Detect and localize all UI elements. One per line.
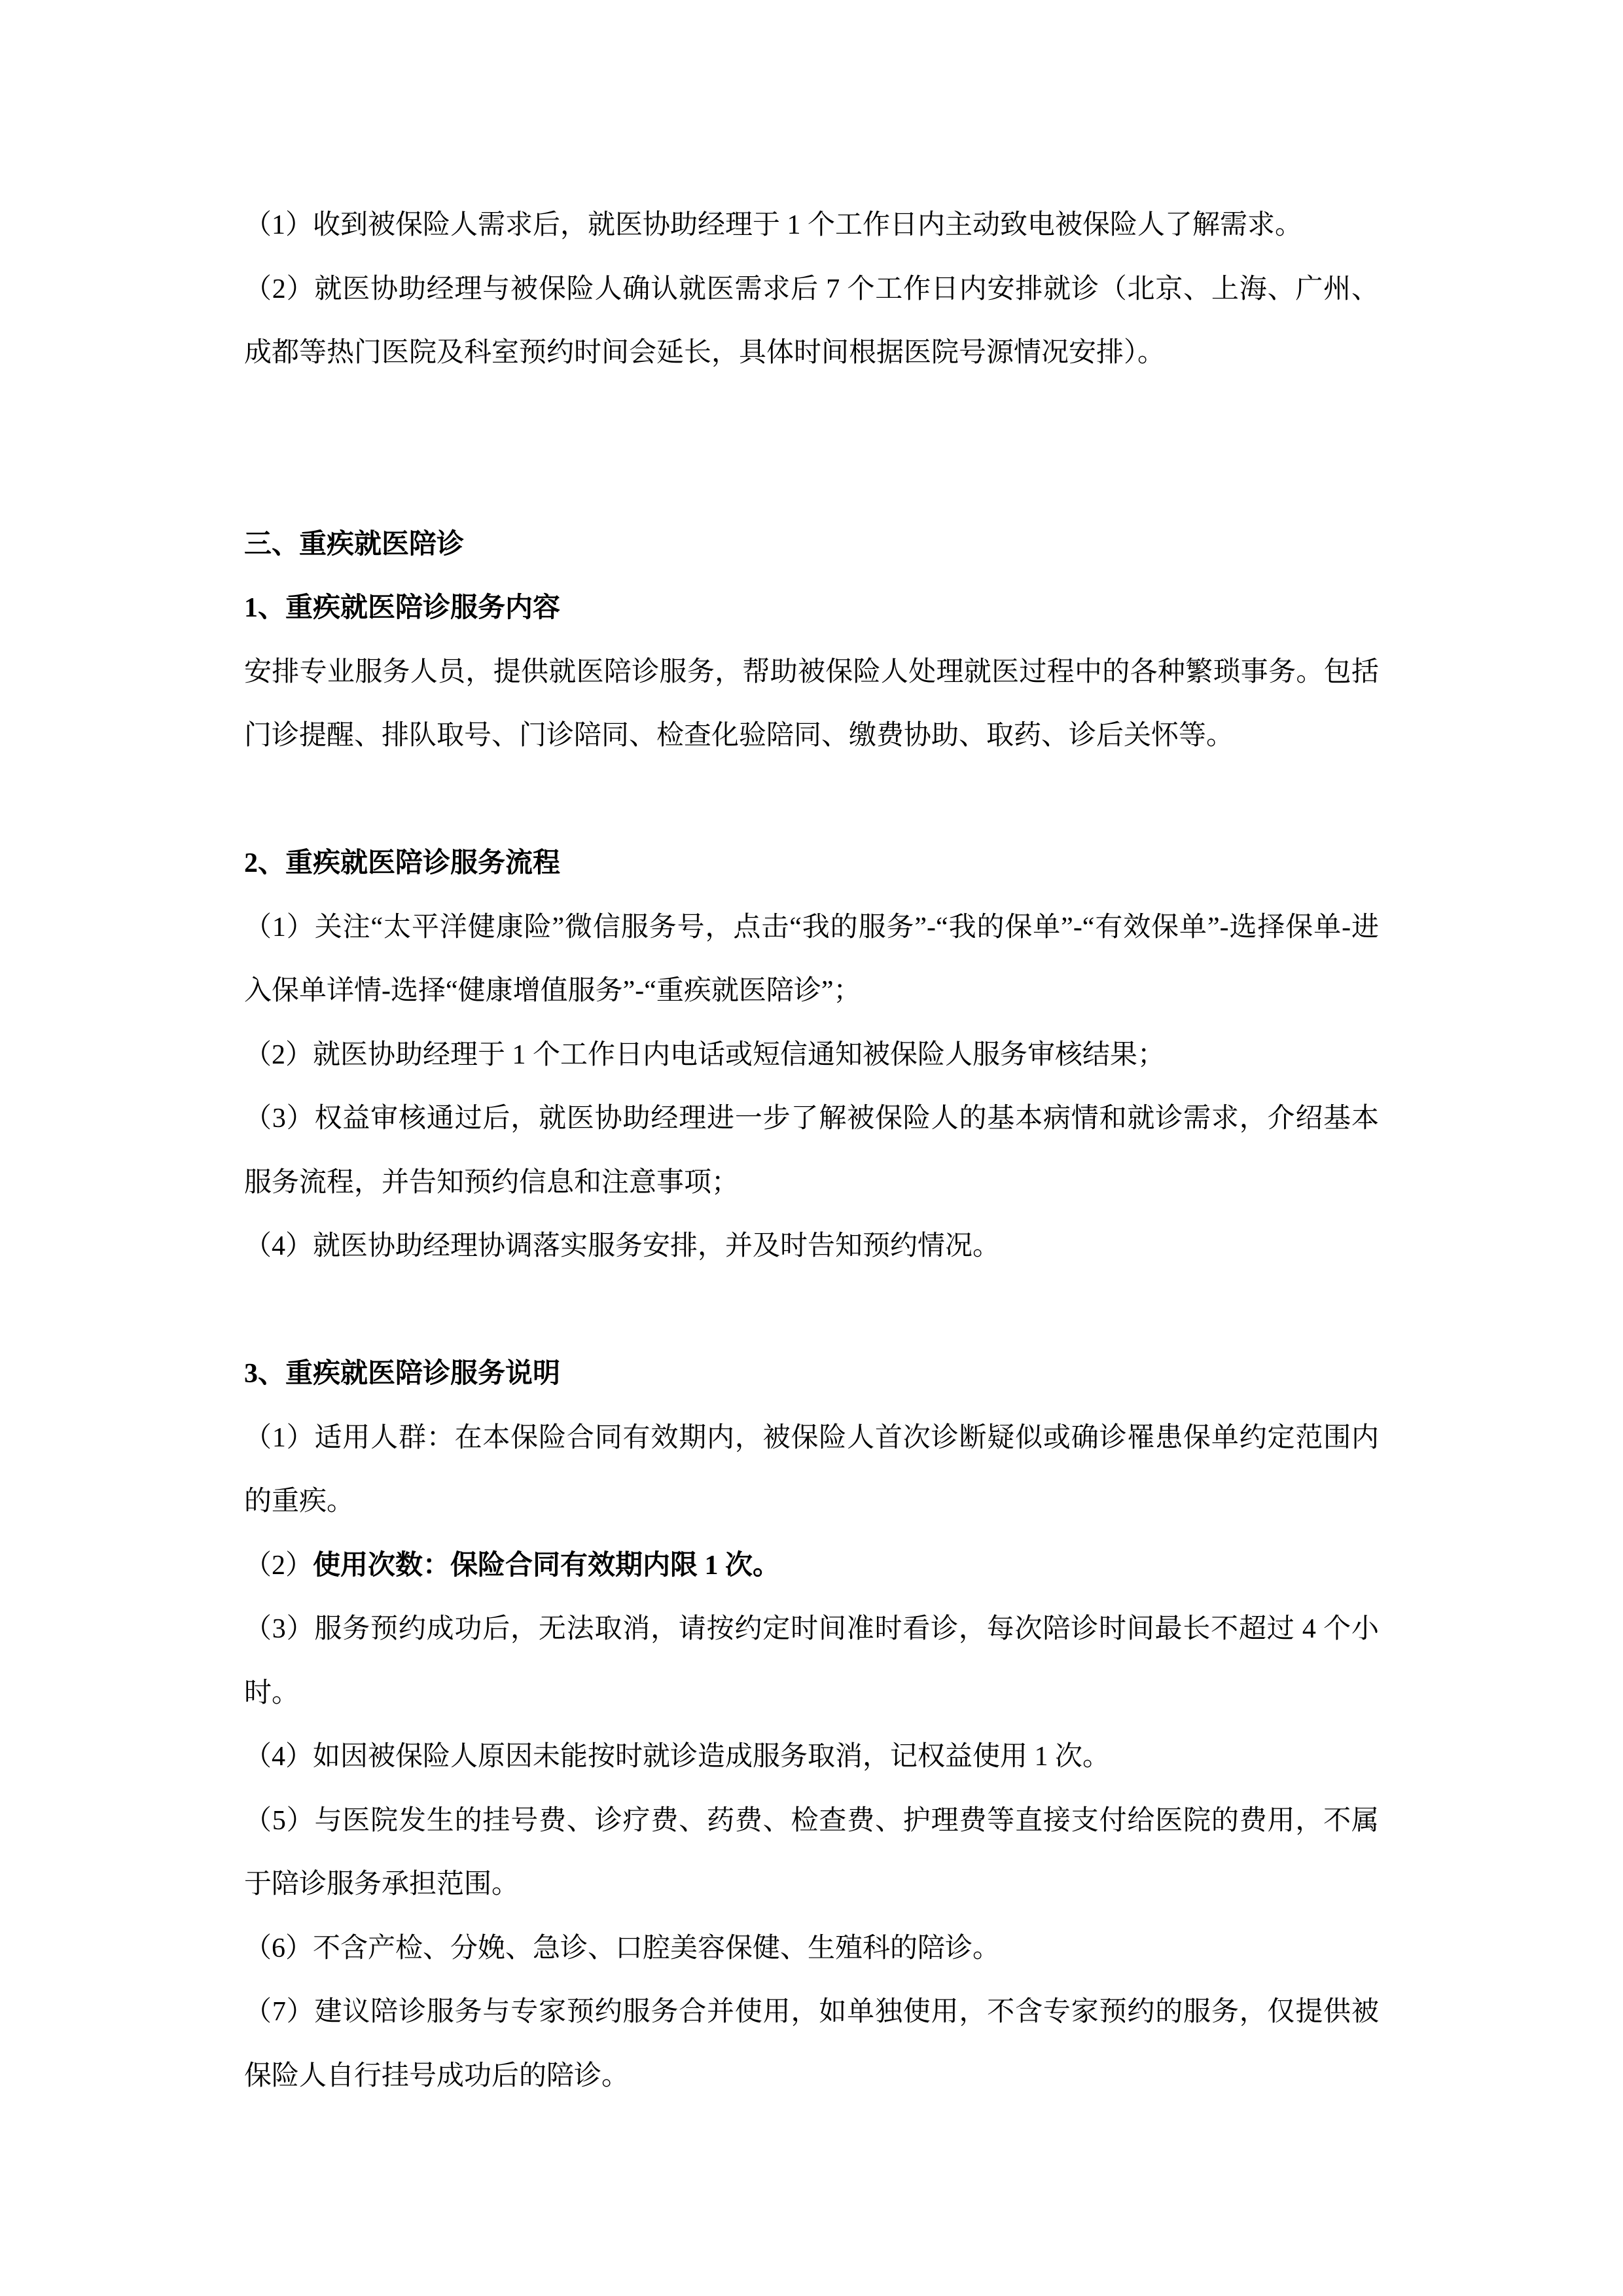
- service-note-6: （6）不含产检、分娩、急诊、口腔美容保健、生殖科的陪诊。: [244, 1933, 1001, 1964]
- service-flow-step-3: （3）权益审核通过后，就医协助经理进一步了解被保险人的基本病情和就诊需求，介绍基本服务流程，并告知预约信息和注意事项；: [244, 1103, 1379, 1198]
- subsection-2-title: 2、重疾就医陪诊服务流程: [244, 848, 561, 878]
- service-note-3: （3）服务预约成功后，无法取消，请按约定时间准时看诊，每次陪诊时间最长不超过 4 个小时。: [244, 1614, 1379, 1708]
- subsection-1-title: 1、重疾就医陪诊服务内容: [244, 593, 561, 623]
- paragraph-spacer: [244, 768, 1379, 833]
- paragraph-spacer: [244, 1279, 1379, 1343]
- service-flow-step-1: （1）关注“太平洋健康险”微信服务号，点击“我的服务”-“我的保单”-“有效保单”-选择保单-进入保单详情-选择“健康增值服务”-“重疾就医陪诊”；: [244, 912, 1379, 1006]
- service-note-2: [244, 1534, 1379, 1598]
- service-note-1: （1）适用人群：在本保险合同有效期内，被保险人首次诊断疑似或确诊罹患保单约定范围内的重疾。: [244, 1422, 1379, 1516]
- intro-item-1: （1）收到被保险人需求后，就医协助经理于 1 个工作日内主动致电被保险人了解需求。: [244, 210, 1303, 240]
- service-note-2-number: （2）: [244, 1550, 313, 1581]
- section-title: 三、重疾就医陪诊: [244, 529, 465, 560]
- service-flow-step-2: （2）就医协助经理于 1 个工作日内电话或短信通知被保险人服务审核结果；: [244, 1039, 1166, 1070]
- intro-item-2: （2）就医协助经理与被保险人确认就医需求后 7 个工作日内安排就诊（北京、上海、广州、成都等热门医院及科室预约时间会延长，具体时间根据医院号源情况安排）。: [244, 274, 1379, 368]
- service-flow-step-4: （4）就医协助经理协调落实服务安排，并及时告知预约情况。: [244, 1231, 1001, 1261]
- service-note-7: （7）建议陪诊服务与专家预约服务合并使用，如单独使用，不含专家预约的服务，仅提供被保险人自行挂号成功后的陪诊。: [244, 1997, 1379, 2091]
- subsection-1-body: 安排专业服务人员，提供就医陪诊服务，帮助被保险人处理就医过程中的各种繁琐事务。包括门诊提醒、排队取号、门诊陪同、检查化验陪同、缴费协助、取药、诊后关怀等。: [244, 656, 1379, 751]
- subsection-3-title: 3、重疾就医陪诊服务说明: [244, 1359, 561, 1389]
- service-note-4: （4）如因被保险人原因未能按时就诊造成服务取消，记权益使用 1 次。: [244, 1742, 1111, 1772]
- service-note-5: （5）与医院发生的挂号费、诊疗费、药费、检查费、护理费等直接支付给医院的费用，不属于陪诊服务承担范围。: [244, 1805, 1379, 1899]
- paragraph-spacer: [244, 386, 1379, 513]
- service-note-2-emphasis: 使用次数：保险合同有效期内限 1 次。: [313, 1550, 781, 1581]
